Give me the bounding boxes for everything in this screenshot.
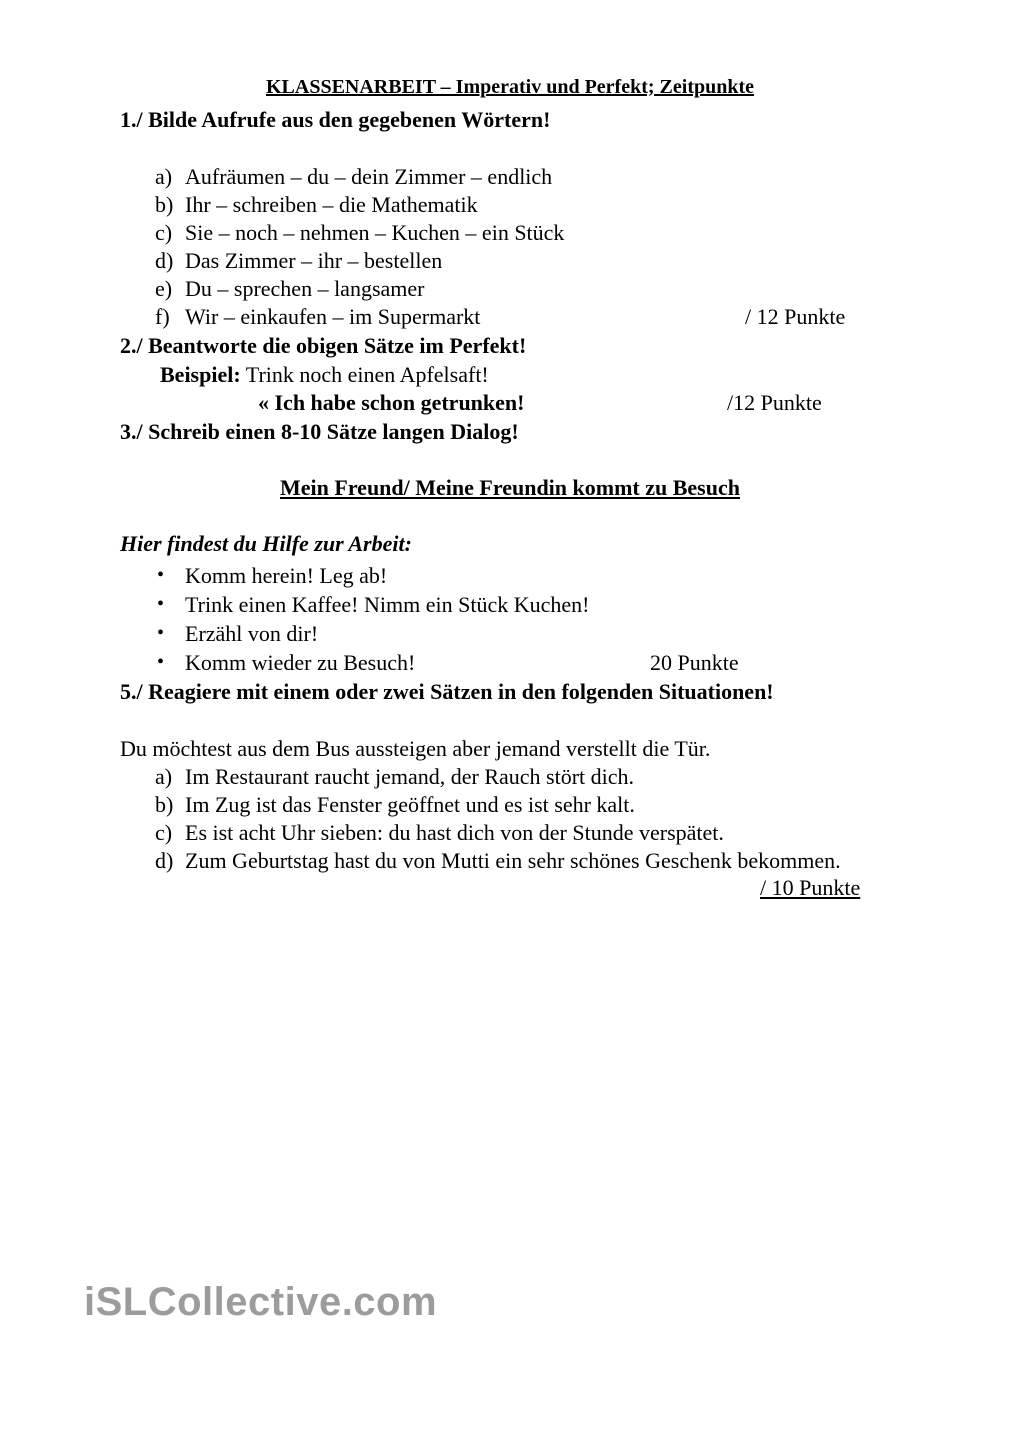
item-label: c) [155, 220, 173, 245]
item-text: Aufräumen – du – dein Zimmer – endlich [185, 164, 553, 189]
section-5 [120, 677, 900, 903]
list-item [120, 819, 900, 847]
item-label: d) [155, 248, 174, 273]
item-label: f) [155, 304, 170, 329]
item-text: Trink einen Kaffee! Nimm ein Stück Kuchen! [185, 592, 590, 617]
section5-heading: 5./ Reagiere mit einem oder zwei Sätzen in den folgenden Situationen! [120, 679, 774, 704]
example-answer-line [120, 389, 900, 417]
item-label: d) [155, 848, 174, 873]
list-item [120, 763, 900, 791]
section5-points-row [120, 875, 900, 903]
example-line [120, 361, 900, 389]
section1-points: / 12 Punkte [745, 304, 846, 329]
page-title: KLASSENARBEIT – Imperativ und Perfekt; Zeitpunkte [265, 76, 755, 98]
item-label: e) [155, 276, 173, 301]
item-label: a) [155, 764, 173, 789]
item-text: Im Restaurant raucht jemand, der Rauch stört dich. [185, 764, 635, 789]
item-text: Es ist acht Uhr sieben: du hast dich von der Stunde verspätet. [185, 820, 724, 845]
item-label: a) [155, 164, 173, 189]
list-item [120, 791, 900, 819]
list-item [120, 303, 900, 331]
list-item [120, 590, 900, 619]
example-answer: « Ich habe schon getrunken! [258, 390, 525, 415]
item-text: Komm herein! Leg ab! [185, 563, 388, 588]
section1-heading: 1./ Bilde Aufrufe aus den gegebenen Wörtern! [120, 107, 551, 132]
list-item [120, 648, 900, 677]
list-item [120, 847, 900, 875]
item-text: Das Zimmer – ihr – bestellen [185, 248, 443, 273]
section3-heading: 3./ Schreib einen 8-10 Sätze langen Dialog! [120, 419, 519, 444]
list-item [120, 219, 900, 247]
section-3 [120, 417, 900, 677]
section5-list [120, 763, 900, 875]
item-text: Erzähl von dir! [185, 621, 319, 646]
section-2 [120, 331, 900, 417]
item-text: Sie – noch – nehmen – Kuchen – ein Stück [185, 220, 565, 245]
section3-points: 20 Punkte [650, 650, 739, 675]
section2-points: /12 Punkte [727, 390, 822, 415]
section-1 [120, 105, 900, 331]
list-item [120, 275, 900, 303]
item-text: Komm wieder zu Besuch! [185, 650, 416, 675]
item-text: Wir – einkaufen – im Supermarkt [185, 304, 481, 329]
item-label: c) [155, 820, 173, 845]
bullet-icon: • [157, 651, 165, 673]
section5-points: / 10 Punkte [760, 875, 861, 900]
item-label: b) [155, 792, 174, 817]
bullet-icon: • [157, 564, 165, 586]
list-item [120, 247, 900, 275]
item-text: Zum Geburtstag hast du von Mutti ein sehr schönes Geschenk bekommen. [185, 848, 841, 873]
list-item [120, 619, 900, 648]
bullet-icon: • [157, 622, 165, 644]
section1-list [120, 163, 900, 331]
list-item [120, 191, 900, 219]
dialog-topic: Mein Freund/ Meine Freundin kommt zu Besuch [280, 475, 740, 500]
list-item [120, 163, 900, 191]
item-label: b) [155, 192, 174, 217]
example-text: Trink noch einen Apfelsaft! [245, 362, 489, 387]
bullet-icon: • [157, 593, 165, 615]
section2-heading: 2./ Beantworte die obigen Sätze im Perfekt! [120, 333, 527, 358]
example-label: Beispiel: [160, 362, 241, 387]
list-item [120, 561, 900, 590]
help-list [120, 561, 900, 677]
help-heading: Hier findest du Hilfe zur Arbeit: [120, 531, 412, 556]
item-text: Ihr – schreiben – die Mathematik [185, 192, 478, 217]
section5-intro: Du möchtest aus dem Bus aussteigen aber jemand verstellt die Tür. [120, 736, 711, 761]
item-text: Im Zug ist das Fenster geöffnet und es ist sehr kalt. [185, 792, 635, 817]
item-text: Du – sprechen – langsamer [185, 276, 425, 301]
watermark: iSLCollective.com [84, 1280, 438, 1324]
